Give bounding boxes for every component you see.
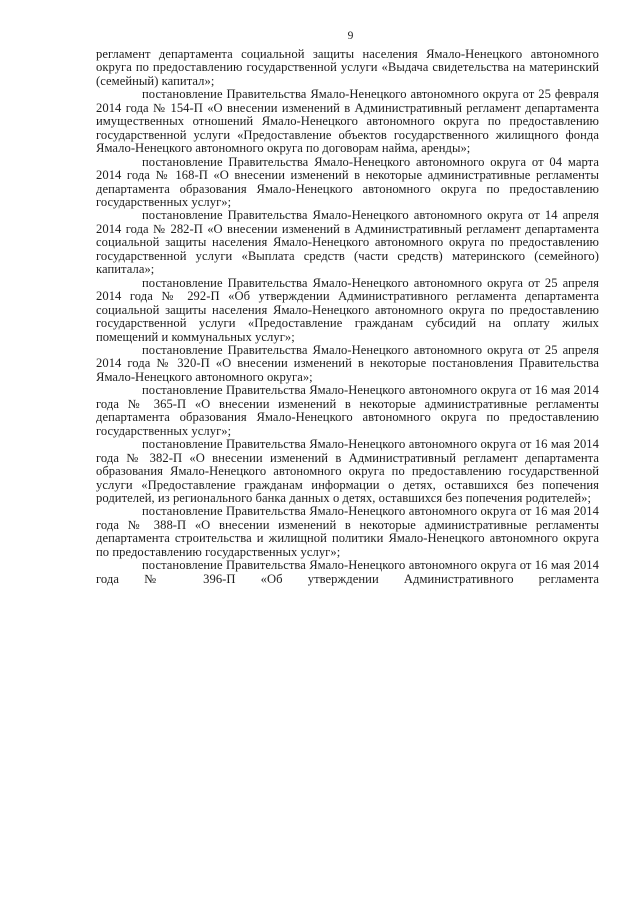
paragraph-resolution-388p: постановление Правительства Ямало-Ненецкого автономного округа от 16 мая 2014 года № 388-П «О внесении изменений в некоторые административные регламенты департамента строительства и жилищной политики Ямало-Ненецкого автономного округа по предоставлению государственных услуг»;	[96, 504, 599, 559]
paragraph-resolution-292p: постановление Правительства Ямало-Ненецкого автономного округа от 25 апреля 2014 года № 292-П «Об утверждении Административного регламента департамента социальной защиты населения Ямало-Ненецкого автономного округа по предоставлению государственной услуги «Предоставление гражданам субсидий на оплату жилых помещений и коммунальных услуг»;	[96, 275, 599, 344]
paragraph-resolution-396p: постановление Правительства Ямало-Ненецкого автономного округа от 16 мая 2014 года № 396-П «Об утверждении Административного регламента	[96, 558, 599, 586]
page-number: 9	[347, 30, 354, 42]
paragraph-resolution-154p: постановление Правительства Ямало-Ненецкого автономного округа от 25 февраля 2014 года № 154-П «О внесении изменений в Административный регламент департамента имущественных отношений Ямало-Ненецкого автономного округа по предоставлению государственной услуги «Предоставление объектов государственного жилищного фонда Ямало-Ненецкого автономного округа по договорам найма, аренды»;	[96, 87, 599, 156]
paragraph-resolution-365p: постановление Правительства Ямало-Ненецкого автономного округа от 16 мая 2014 года № 365-П «О внесении изменений в некоторые административные регламенты департамента образования Ямало-Ненецкого автономного округа по предоставлению государственных услуг»;	[96, 383, 599, 438]
paragraph-resolution-382p: постановление Правительства Ямало-Ненецкого автономного округа от 16 мая 2014 года № 382-П «О внесении изменений в Административный регламент департамента образования Ямало-Ненецкого автономного округа по предоставлению государственной услуги «Предоставление гражданам информации о детях, оставшихся без попечения родителей, из регионального банка данных о детях, оставшихся без попечения родителей»;	[96, 437, 599, 505]
paragraph-resolution-320p: постановление Правительства Ямало-Ненецкого автономного округа от 25 апреля 2014 года № 320-П «О внесении изменений в некоторые постановления Правительства Ямало-Ненецкого автономного округа»;	[96, 342, 599, 384]
document-body	[96, 48, 599, 586]
paragraph-resolution-168p: постановление Правительства Ямало-Ненецкого автономного округа от 04 марта 2014 года № 168-П «О внесении изменений в некоторые административные регламенты департамента образования Ямало-Ненецкого автономного округа по предоставлению государственных услуг»;	[96, 154, 599, 209]
paragraph-continuation: регламент департамента социальной защиты населения Ямало-Ненецкого автономного округа по предоставлению государственной услуги «Выдача свидетельства на материнский (семейный) капитал»;	[96, 47, 599, 88]
paragraph-resolution-282p: постановление Правительства Ямало-Ненецкого автономного округа от 14 апреля 2014 года № 282-П «О внесении изменений в Административный регламент департамента социальной защиты населения Ямало-Ненецкого автономного округа по предоставлению государственной услуги «Выплата средств (части средств) материнского (семейного) капитала»;	[96, 208, 599, 277]
